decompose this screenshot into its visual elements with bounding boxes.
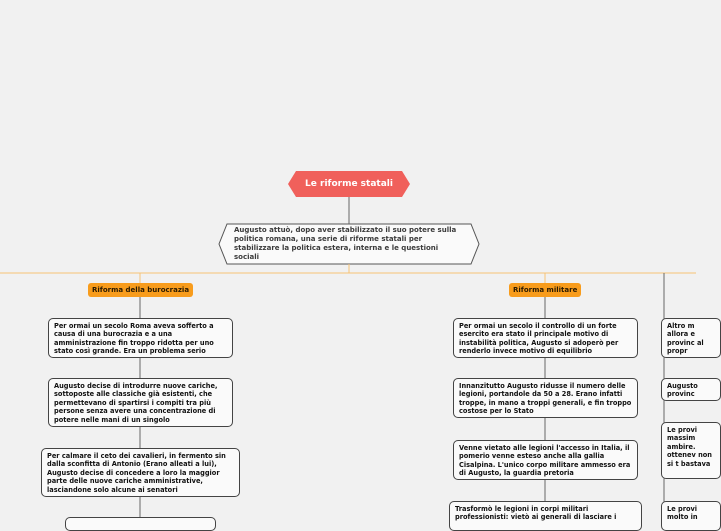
burocrazia-node-2[interactable]: Augusto decise di introdurre nuove cariche, sottoposte alle classiche già esistenti, che permettevano di spartirsi i compiti tra più persone senza avere una concentrazione di potere nelle mani di un singolo: [48, 378, 233, 427]
branch-3-node-1[interactable]: Altro m allora e provinc al propr: [661, 318, 721, 358]
branch-label-militare[interactable]: Riforma militare: [509, 283, 581, 297]
burocrazia-node-1[interactable]: Per ormai un secolo Roma aveva sofferto a causa di una burocrazia e a una amministrazione fin troppo ridotta per uno stato così grande. Era un problema serio: [48, 318, 233, 358]
branch-3-node-3[interactable]: Le provi massim ambire. ottenev non si t bastava: [661, 422, 721, 479]
militare-node-4[interactable]: Trasformò le legioni in corpi militari professionisti: vietò ai generali di lasciare i: [449, 501, 642, 531]
branch-3-node-4[interactable]: Le provi molto in: [661, 501, 721, 531]
burocrazia-node-4[interactable]: [65, 517, 216, 531]
branch-3-node-2[interactable]: Augusto provinc: [661, 378, 721, 401]
subtitle-node[interactable]: [219, 224, 479, 264]
militare-node-1[interactable]: Per ormai un secolo il controllo di un forte esercito era stato il principale motivo di instabilità politica, Augusto si adoperò per renderlo invece motivo di equilibrio: [453, 318, 638, 358]
burocrazia-node-3[interactable]: Per calmare il ceto dei cavalieri, in fermento sin dalla sconfitta di Antonio (Erano alleati a lui), Augusto decise di concedere a loro la maggior parte delle nuove cariche amministrative, lasciandone solo alcune ai senatori: [41, 448, 240, 497]
root-title: Le riforme statali: [305, 179, 393, 189]
branch-label-burocrazia[interactable]: Riforma della burocrazia: [88, 283, 193, 297]
militare-node-2[interactable]: Innanzitutto Augusto ridusse il numero delle legioni, portandole da 50 a 28. Erano infatti troppe, in mano a troppi generali, e fin troppo costose per lo Stato: [453, 378, 638, 418]
militare-node-3[interactable]: Venne vietato alle legioni l'accesso in Italia, il pomerio venne esteso anche alla gallia Cisalpina. L'unico corpo militare ammesso era di Augusto, la guardia pretoria: [453, 440, 638, 480]
subtitle-text: Augusto attuò, dopo aver stabilizzato il suo potere sulla politica romana, una serie di riforme statali per stabilizzare la politica estera, interna e le questioni sociali: [234, 226, 457, 261]
root-node[interactable]: [288, 171, 410, 197]
